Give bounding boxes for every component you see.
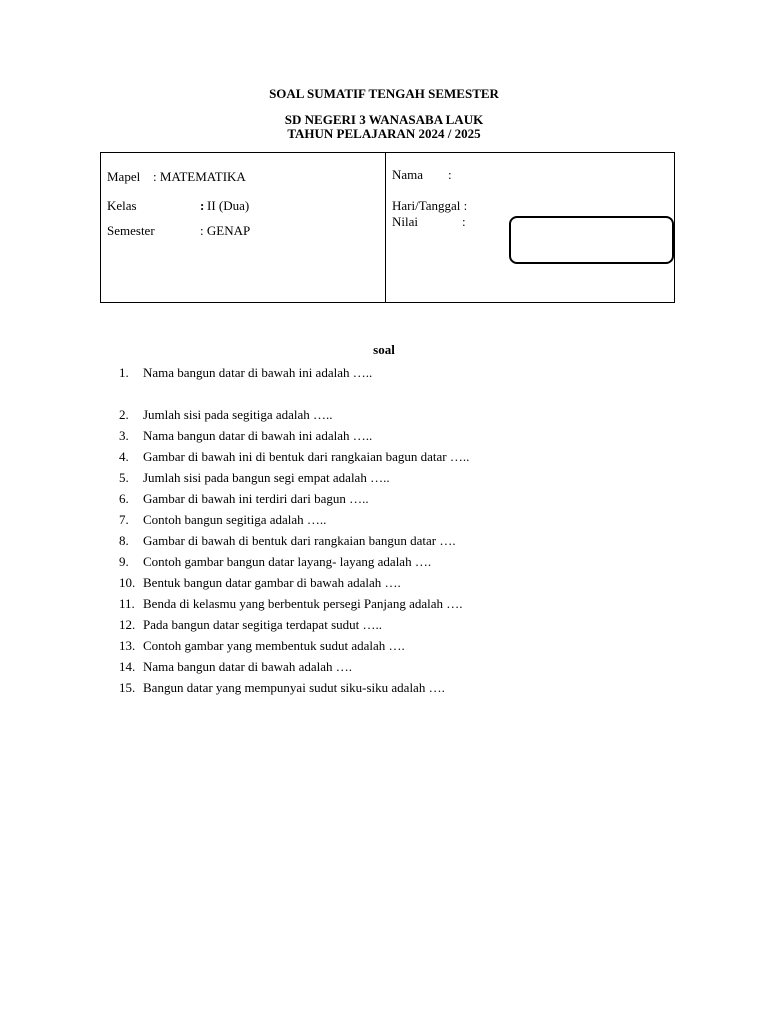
section-heading: soal: [373, 342, 395, 357]
class-value: II (Dua): [207, 198, 250, 213]
question-number: 3.: [119, 428, 129, 443]
question-number: 15.: [119, 680, 136, 695]
question-number: 9.: [119, 554, 129, 569]
question-number: 13.: [119, 638, 136, 653]
score-label: Nilai: [392, 214, 418, 229]
question-text: Jumlah sisi pada bangun segi empat adalah …..: [143, 470, 390, 485]
question-text: Benda di kelasmu yang berbentuk persegi Panjang adalah ….: [143, 596, 463, 611]
question-item: [0, 596, 700, 612]
question-text: Bangun datar yang mempunyai sudut siku-siku adalah ….: [143, 680, 445, 695]
question-number: 5.: [119, 470, 129, 485]
class-colon: :: [200, 198, 205, 213]
question-text: Nama bangun datar di bawah ini adalah …..: [143, 365, 373, 380]
question-item: [0, 407, 700, 423]
question-item: [0, 554, 700, 570]
question-number: 10.: [119, 575, 136, 590]
date-label: Hari/Tanggal :: [392, 198, 468, 213]
question-text: Nama bangun datar di bawah ini adalah …..: [143, 428, 373, 443]
name-label: Nama: [392, 167, 424, 182]
question-number: 4.: [119, 449, 129, 464]
question-text: Pada bangun datar segitiga terdapat sudut …..: [143, 617, 382, 632]
question-text: Nama bangun datar di bawah adalah ….: [143, 659, 353, 674]
question-number: 12.: [119, 617, 136, 632]
class-label: Kelas: [107, 198, 137, 213]
question-item: [0, 365, 700, 381]
semester-label: Semester: [107, 223, 155, 238]
name-colon: :: [448, 167, 452, 182]
question-item: [0, 512, 700, 528]
question-item: [0, 659, 700, 675]
subject-label: Mapel: [107, 169, 141, 184]
question-item: [0, 680, 700, 696]
question-item: [0, 575, 700, 591]
question-text: Jumlah sisi pada segitiga adalah …..: [143, 407, 333, 422]
question-text: Contoh bangun segitiga adalah …..: [143, 512, 327, 527]
question-item: [0, 533, 700, 549]
question-item: [0, 449, 700, 465]
question-text: Gambar di bawah ini terdiri dari bagun …..: [143, 491, 369, 506]
question-text: Contoh gambar yang membentuk sudut adalah ….: [143, 638, 405, 653]
question-number: 6.: [119, 491, 129, 506]
score-box: [509, 216, 674, 264]
question-item: [0, 470, 700, 486]
question-text: Bentuk bangun datar gambar di bawah adalah ….: [143, 575, 401, 590]
question-number: 8.: [119, 533, 129, 548]
question-item: [0, 491, 700, 507]
question-item: [0, 617, 700, 633]
semester-value: : GENAP: [200, 223, 251, 238]
question-number: 7.: [119, 512, 129, 527]
question-number: 1.: [119, 365, 129, 380]
question-number: 2.: [119, 407, 129, 422]
question-text: Gambar di bawah di bentuk dari rangkaian bangun datar ….: [143, 533, 456, 548]
question-text: Contoh gambar bangun datar layang- layang adalah ….: [143, 554, 432, 569]
school-name: SD NEGERI 3 WANASABA LAUK: [284, 112, 484, 127]
question-number: 11.: [119, 596, 135, 611]
question-text: Gambar di bawah ini di bentuk dari rangkaian bagun datar …..: [143, 449, 470, 464]
score-colon: :: [462, 214, 466, 229]
question-number: 14.: [119, 659, 136, 674]
subject-value: : MATEMATIKA: [153, 169, 246, 184]
academic-year: TAHUN PELAJARAN 2024 / 2025: [287, 126, 481, 141]
document-title: SOAL SUMATIF TENGAH SEMESTER: [269, 86, 499, 101]
question-item: [0, 428, 700, 444]
info-divider: [385, 153, 386, 302]
question-item: [0, 638, 700, 654]
